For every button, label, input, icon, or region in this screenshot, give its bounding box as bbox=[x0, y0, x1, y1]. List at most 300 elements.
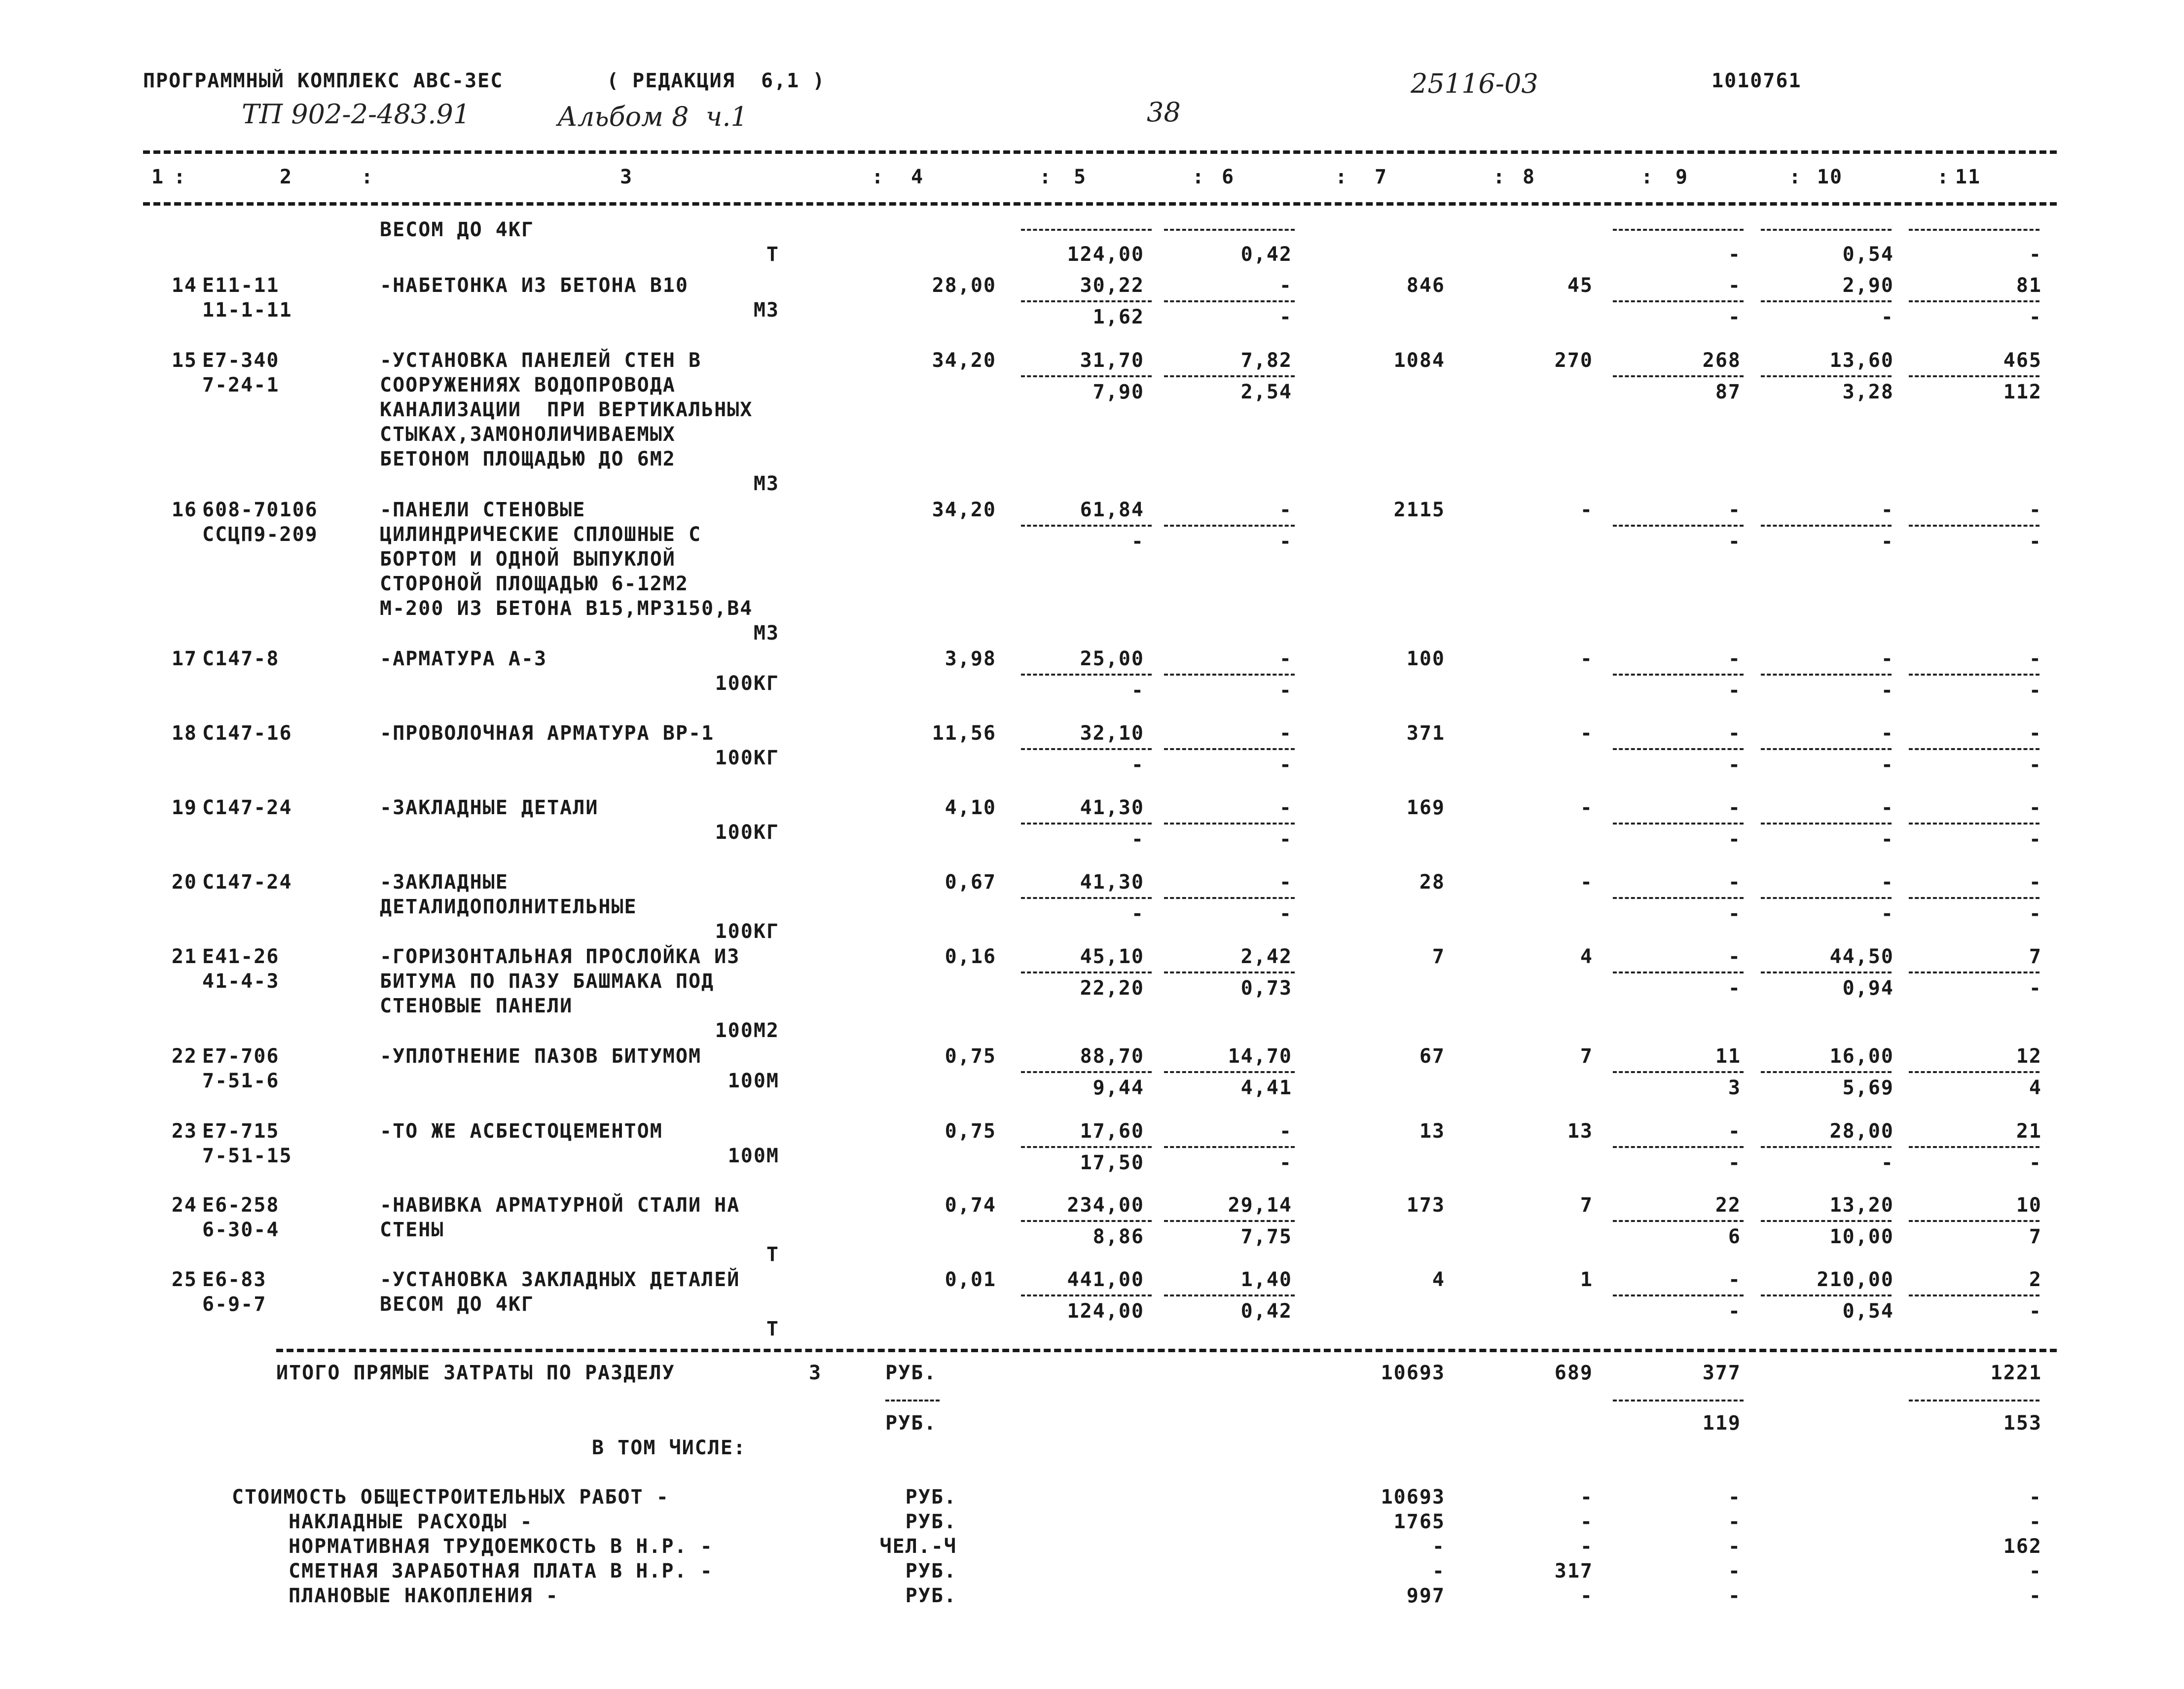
row-unit: 100КГ bbox=[715, 672, 779, 695]
row-separator bbox=[1164, 375, 1295, 377]
row-description: СООРУЖЕНИЯХ ВОДОПРОВОДА bbox=[380, 374, 676, 396]
including-item-unit: РУБ. bbox=[905, 1560, 957, 1582]
row-separator bbox=[1909, 823, 2039, 825]
row-quantity: 3,98 bbox=[945, 647, 996, 670]
row-col5: 41,30 bbox=[1080, 796, 1144, 819]
row-separator bbox=[1164, 1220, 1295, 1222]
row-col10-secondary: 5,69 bbox=[1842, 1077, 1894, 1099]
row-separator bbox=[1613, 1146, 1744, 1148]
row-separator bbox=[1613, 1071, 1744, 1073]
row-separator bbox=[1761, 823, 1892, 825]
row-col8: 45 bbox=[1567, 274, 1593, 297]
row-col10: - bbox=[1881, 871, 1894, 894]
row-description: ЦИЛИНДРИЧЕСКИЕ СПЛОШНЫЕ С bbox=[380, 523, 702, 546]
row-col11-secondary: 112 bbox=[2003, 381, 2042, 403]
totals-col7: 10693 bbox=[1381, 1362, 1445, 1384]
totals-unit: РУБ. bbox=[885, 1362, 937, 1384]
row-col9-secondary: - bbox=[1728, 977, 1741, 1000]
row-col9: - bbox=[1728, 1120, 1741, 1143]
row-separator bbox=[1021, 375, 1152, 377]
row-col9: - bbox=[1728, 796, 1741, 819]
row-col6-secondary: 0,73 bbox=[1240, 977, 1292, 1000]
handwritten-tp-number: ТП 902-2-483.91 bbox=[242, 99, 471, 130]
row-separator bbox=[1164, 674, 1295, 676]
row-code: С147-24 bbox=[202, 796, 292, 819]
row-col5-secondary: 1,62 bbox=[1092, 306, 1144, 328]
row-col11: 12 bbox=[2016, 1045, 2042, 1068]
row-separator bbox=[1021, 823, 1152, 825]
row-col10: 13,20 bbox=[1829, 1194, 1894, 1217]
row-unit: Т bbox=[766, 1318, 779, 1340]
row-col5-secondary: - bbox=[1131, 679, 1144, 702]
row-separator bbox=[1164, 748, 1295, 750]
row-col5-secondary: 17,50 bbox=[1080, 1151, 1144, 1174]
row-separator bbox=[1761, 300, 1892, 302]
row-col11: - bbox=[2029, 243, 2042, 266]
row-col9-secondary: 87 bbox=[1715, 381, 1741, 403]
row-col7: 173 bbox=[1406, 1194, 1445, 1217]
including-item-col11: - bbox=[2029, 1486, 2042, 1509]
row-col8: - bbox=[1580, 722, 1593, 745]
row-quantity: 4,10 bbox=[945, 796, 996, 819]
row-col9-secondary: 6 bbox=[1728, 1225, 1741, 1248]
row-separator bbox=[1021, 1071, 1152, 1073]
row-description: БОРТОМ И ОДНОЙ ВЫПУКЛОЙ bbox=[380, 548, 676, 571]
row-col9: 22 bbox=[1715, 1194, 1741, 1217]
row-col5: 124,00 bbox=[1067, 243, 1144, 266]
including-item-col8: - bbox=[1580, 1535, 1593, 1558]
row-number: 25 bbox=[171, 1268, 197, 1291]
row-description: -АРМАТУРА А-3 bbox=[380, 647, 547, 670]
including-item-col11: - bbox=[2029, 1510, 2042, 1533]
handwritten-doc-number: 25116-03 bbox=[1411, 68, 1538, 99]
row-col5: 441,00 bbox=[1067, 1268, 1144, 1291]
row-unit: 100М bbox=[728, 1145, 779, 1167]
row-unit: М3 bbox=[753, 622, 779, 645]
program-edition: ( РЕДАКЦИЯ 6,1 ) bbox=[607, 70, 826, 92]
row-col6: 1,40 bbox=[1240, 1268, 1292, 1291]
row-col5: 88,70 bbox=[1080, 1045, 1144, 1068]
row-description: ВЕСОМ ДО 4КГ bbox=[380, 1293, 534, 1316]
row-separator bbox=[1021, 897, 1152, 899]
row-description: ДЕТАЛИДОПОЛНИТЕЛЬНЫЕ bbox=[380, 896, 637, 918]
row-description: ВЕСОМ ДО 4КГ bbox=[380, 218, 534, 241]
row-separator bbox=[1164, 1146, 1295, 1148]
row-col6: - bbox=[1279, 722, 1292, 745]
row-col11: - bbox=[2029, 647, 2042, 670]
including-item-label: СМЕТНАЯ ЗАРАБОТНАЯ ПЛАТА В Н.Р. - bbox=[289, 1560, 713, 1582]
row-unit: Т bbox=[766, 243, 779, 266]
row-col6: 2,42 bbox=[1240, 945, 1292, 968]
row-description: -ЗАКЛАДНЫЕ bbox=[380, 871, 509, 894]
row-col8: 13 bbox=[1567, 1120, 1593, 1143]
row-code: С147-8 bbox=[202, 647, 280, 670]
row-description: -ЗАКЛАДНЫЕ ДЕТАЛИ bbox=[380, 796, 599, 819]
including-item-unit: РУБ. bbox=[905, 1486, 957, 1509]
row-col9: - bbox=[1728, 1268, 1741, 1291]
row-separator bbox=[1761, 1071, 1892, 1073]
row-quantity: 0,75 bbox=[945, 1045, 996, 1068]
row-col5-secondary: 22,20 bbox=[1080, 977, 1144, 1000]
row-separator bbox=[1613, 674, 1744, 676]
row-code: Е7-340 bbox=[202, 349, 280, 372]
row-number: 14 bbox=[171, 274, 197, 297]
row-col6-secondary: 2,54 bbox=[1240, 381, 1292, 403]
row-unit: 100КГ bbox=[715, 747, 779, 769]
including-item-col9: - bbox=[1728, 1510, 1741, 1533]
column-header-separator: : bbox=[361, 166, 374, 188]
row-col9-secondary: - bbox=[1728, 754, 1741, 776]
column-header-4: 4 bbox=[910, 166, 924, 188]
including-item-col9: - bbox=[1728, 1584, 1741, 1607]
row-separator bbox=[1164, 823, 1295, 825]
row-col9-secondary: 3 bbox=[1728, 1077, 1741, 1099]
row-col6-secondary: - bbox=[1279, 754, 1292, 776]
row-col6: 29,14 bbox=[1228, 1194, 1292, 1217]
row-separator bbox=[1021, 1220, 1152, 1222]
column-header-6: 6 bbox=[1221, 166, 1235, 188]
including-item-col8: - bbox=[1580, 1584, 1593, 1607]
row-col11: 2 bbox=[2029, 1268, 2042, 1291]
row-col10-secondary: - bbox=[1881, 530, 1894, 553]
row-quantity: 0,67 bbox=[945, 871, 996, 894]
row-quantity: 34,20 bbox=[932, 349, 996, 372]
row-col10: - bbox=[1881, 722, 1894, 745]
row-col11: 10 bbox=[2016, 1194, 2042, 1217]
totals-col8: 689 bbox=[1554, 1362, 1593, 1384]
row-quantity: 0,75 bbox=[945, 1120, 996, 1143]
row-col6: - bbox=[1279, 796, 1292, 819]
row-col7: 846 bbox=[1406, 274, 1445, 297]
row-description: СТЕНОВЫЕ ПАНЕЛИ bbox=[380, 995, 573, 1017]
row-col5-secondary: 124,00 bbox=[1067, 1300, 1144, 1323]
row-separator bbox=[1761, 1146, 1892, 1148]
including-item-col8: 317 bbox=[1554, 1560, 1593, 1582]
row-description: -УПЛОТНЕНИЕ ПАЗОВ БИТУМОМ bbox=[380, 1045, 702, 1068]
row-col5-secondary: 7,90 bbox=[1092, 381, 1144, 403]
including-item-unit: РУБ. bbox=[905, 1510, 957, 1533]
row-separator bbox=[1909, 375, 2039, 377]
row-col10: 16,00 bbox=[1829, 1045, 1894, 1068]
row-col7: 371 bbox=[1406, 722, 1445, 745]
row-col8: - bbox=[1580, 871, 1593, 894]
handwritten-album: Альбом 8 ч.1 bbox=[557, 101, 748, 132]
row-col11-secondary: - bbox=[2029, 306, 2042, 328]
row-separator bbox=[1021, 229, 1152, 231]
row-col11-secondary: - bbox=[2029, 530, 2042, 553]
including-item-col7: - bbox=[1432, 1535, 1445, 1558]
row-description: -ПРОВОЛОЧНАЯ АРМАТУРА ВР-1 bbox=[380, 722, 715, 745]
row-col9: - bbox=[1728, 945, 1741, 968]
row-separator bbox=[1761, 971, 1892, 973]
totals-col9-b: 119 bbox=[1702, 1412, 1741, 1435]
row-description: М-200 ИЗ БЕТОНА В15,МР3150,В4 bbox=[380, 597, 753, 620]
row-col6: - bbox=[1279, 1120, 1292, 1143]
row-description: -УСТАНОВКА ПАНЕЛЕЙ СТЕН В bbox=[380, 349, 702, 372]
row-col9: - bbox=[1728, 499, 1741, 521]
row-col11: - bbox=[2029, 796, 2042, 819]
row-col7: 1084 bbox=[1393, 349, 1445, 372]
row-col7: 2115 bbox=[1393, 499, 1445, 521]
row-col5: 41,30 bbox=[1080, 871, 1144, 894]
totals-col9: 377 bbox=[1702, 1362, 1741, 1384]
including-item-unit: РУБ. bbox=[905, 1584, 957, 1607]
including-item-col11: - bbox=[2029, 1584, 2042, 1607]
row-separator bbox=[1021, 674, 1152, 676]
row-col10: 28,00 bbox=[1829, 1120, 1894, 1143]
including-item-col7: - bbox=[1432, 1560, 1445, 1582]
column-header-separator: : bbox=[1039, 166, 1053, 188]
row-number: 21 bbox=[171, 945, 197, 968]
row-col10: - bbox=[1881, 647, 1894, 670]
row-col10-secondary: - bbox=[1881, 679, 1894, 702]
row-col10-secondary: - bbox=[1881, 828, 1894, 851]
row-col11: 81 bbox=[2016, 274, 2042, 297]
row-separator bbox=[1613, 1294, 1744, 1296]
row-quantity: 28,00 bbox=[932, 274, 996, 297]
totals-col9-rule bbox=[1613, 1400, 1744, 1402]
row-col9: - bbox=[1728, 243, 1741, 266]
row-col11-secondary: - bbox=[2029, 754, 2042, 776]
rule-header-bottom bbox=[143, 202, 2057, 206]
row-col11-secondary: 4 bbox=[2029, 1077, 2042, 1099]
row-col11: - bbox=[2029, 499, 2042, 521]
row-separator bbox=[1021, 300, 1152, 302]
row-number: 18 bbox=[171, 722, 197, 745]
row-col6: 7,82 bbox=[1240, 349, 1292, 372]
row-col9: - bbox=[1728, 647, 1741, 670]
row-separator bbox=[1761, 748, 1892, 750]
row-number: 19 bbox=[171, 796, 197, 819]
including-item-col8: - bbox=[1580, 1486, 1593, 1509]
row-code: Е7-715 bbox=[202, 1120, 280, 1143]
row-col10-secondary: - bbox=[1881, 306, 1894, 328]
row-unit: М3 bbox=[753, 472, 779, 495]
row-separator bbox=[1909, 748, 2039, 750]
row-col10-secondary: - bbox=[1881, 754, 1894, 776]
column-header-3: 3 bbox=[619, 166, 633, 188]
row-unit: Т bbox=[766, 1243, 779, 1266]
row-code-secondary: 11-1-11 bbox=[202, 299, 292, 322]
row-col10: 0,54 bbox=[1842, 243, 1894, 266]
row-separator bbox=[1909, 525, 2039, 527]
row-col9: - bbox=[1728, 274, 1741, 297]
row-separator bbox=[1761, 674, 1892, 676]
row-description: -УСТАНОВКА ЗАКЛАДНЫХ ДЕТАЛЕЙ bbox=[380, 1268, 740, 1291]
row-code: С147-16 bbox=[202, 722, 292, 745]
row-col6-secondary: - bbox=[1279, 902, 1292, 925]
row-separator bbox=[1164, 229, 1295, 231]
row-col5-secondary: 9,44 bbox=[1092, 1077, 1144, 1099]
row-col5: 31,70 bbox=[1080, 349, 1144, 372]
row-separator bbox=[1761, 375, 1892, 377]
row-col7: 7 bbox=[1432, 945, 1445, 968]
row-unit: 100КГ bbox=[715, 821, 779, 844]
column-header-11: 11 bbox=[1955, 166, 1981, 188]
including-item-col11: 162 bbox=[2003, 1535, 2042, 1558]
column-header-separator: : bbox=[871, 166, 885, 188]
row-col8: - bbox=[1580, 647, 1593, 670]
column-header-separator: : bbox=[173, 166, 187, 188]
row-col9: - bbox=[1728, 871, 1741, 894]
row-code: Е11-11 bbox=[202, 274, 280, 297]
row-col8: 7 bbox=[1580, 1045, 1593, 1068]
column-header-separator: : bbox=[1640, 166, 1654, 188]
row-separator bbox=[1761, 1220, 1892, 1222]
row-separator bbox=[1021, 1294, 1152, 1296]
row-col7: 100 bbox=[1406, 647, 1445, 670]
row-col11: 7 bbox=[2029, 945, 2042, 968]
totals-label: ИТОГО ПРЯМЫЕ ЗАТРАТЫ ПО РАЗДЕЛУ bbox=[276, 1362, 675, 1384]
row-separator bbox=[1021, 525, 1152, 527]
row-col5: 234,00 bbox=[1067, 1194, 1144, 1217]
row-col7: 13 bbox=[1419, 1120, 1445, 1143]
row-description: -НАВИВКА АРМАТУРНОЙ СТАЛИ НА bbox=[380, 1194, 740, 1217]
row-separator bbox=[1909, 1220, 2039, 1222]
row-col5: 30,22 bbox=[1080, 274, 1144, 297]
including-item-col7: 10693 bbox=[1381, 1486, 1445, 1509]
row-separator bbox=[1613, 375, 1744, 377]
row-separator bbox=[1761, 897, 1892, 899]
including-item-label: ПЛАНОВЫЕ НАКОПЛЕНИЯ - bbox=[289, 1584, 559, 1607]
row-number: 17 bbox=[171, 647, 197, 670]
row-col10-secondary: - bbox=[1881, 902, 1894, 925]
row-code: С147-24 bbox=[202, 871, 292, 894]
row-separator bbox=[1909, 300, 2039, 302]
row-quantity: 0,01 bbox=[945, 1268, 996, 1291]
row-quantity: 34,20 bbox=[932, 499, 996, 521]
row-quantity: 0,74 bbox=[945, 1194, 996, 1217]
row-separator bbox=[1613, 897, 1744, 899]
row-separator bbox=[1164, 971, 1295, 973]
row-quantity: 11,56 bbox=[932, 722, 996, 745]
including-item-label: СТОИМОСТЬ ОБЩЕСТРОИТЕЛЬНЫХ РАБОТ - bbox=[232, 1486, 669, 1509]
including-item-col8: - bbox=[1580, 1510, 1593, 1533]
row-description: БИТУМА ПО ПАЗУ БАШМАКА ПОД bbox=[380, 970, 715, 993]
row-separator bbox=[1164, 300, 1295, 302]
totals-unit-rule bbox=[885, 1400, 940, 1402]
row-separator bbox=[1613, 1220, 1744, 1222]
row-col10: - bbox=[1881, 796, 1894, 819]
row-col10-secondary: 0,94 bbox=[1842, 977, 1894, 1000]
row-separator bbox=[1761, 1294, 1892, 1296]
row-description: БЕТОНОМ ПЛОЩАДЬЮ ДО 6М2 bbox=[380, 448, 676, 470]
row-col9: 268 bbox=[1702, 349, 1741, 372]
row-code-secondary: 6-30-4 bbox=[202, 1219, 280, 1241]
row-col6-secondary: 7,75 bbox=[1240, 1225, 1292, 1248]
row-col8: 1 bbox=[1580, 1268, 1593, 1291]
row-code-secondary: 7-51-15 bbox=[202, 1145, 292, 1167]
including-item-label: НАКЛАДНЫЕ РАСХОДЫ - bbox=[289, 1510, 533, 1533]
row-col5-secondary: - bbox=[1131, 754, 1144, 776]
row-col9-secondary: - bbox=[1728, 306, 1741, 328]
column-header-separator: : bbox=[1788, 166, 1802, 188]
row-col9-secondary: - bbox=[1728, 1300, 1741, 1323]
row-unit: 100М bbox=[728, 1070, 779, 1092]
row-col9-secondary: - bbox=[1728, 530, 1741, 553]
including-item-col9: - bbox=[1728, 1560, 1741, 1582]
row-description: -ГОРИЗОНТАЛЬНАЯ ПРОСЛОЙКА ИЗ bbox=[380, 945, 740, 968]
column-header-separator: : bbox=[1192, 166, 1205, 188]
row-code-secondary: ССЦП9-209 bbox=[202, 523, 318, 546]
row-separator bbox=[1909, 229, 2039, 231]
row-separator bbox=[1021, 971, 1152, 973]
row-col10-secondary: 3,28 bbox=[1842, 381, 1894, 403]
row-code: Е6-83 bbox=[202, 1268, 267, 1291]
row-description: -НАБЕТОНКА ИЗ БЕТОНА В10 bbox=[380, 274, 689, 297]
including-item-col7: 1765 bbox=[1393, 1510, 1445, 1533]
row-col11: 465 bbox=[2003, 349, 2042, 372]
column-header-10: 10 bbox=[1817, 166, 1843, 188]
row-col11: 21 bbox=[2016, 1120, 2042, 1143]
row-col11-secondary: - bbox=[2029, 1151, 2042, 1174]
row-col10-secondary: 0,54 bbox=[1842, 1300, 1894, 1323]
program-title: ПРОГРАММНЫЙ КОМПЛЕКС АВС-3ЕС bbox=[143, 70, 504, 92]
row-col9-secondary: - bbox=[1728, 679, 1741, 702]
row-col10-secondary: - bbox=[1881, 1151, 1894, 1174]
row-unit: 100КГ bbox=[715, 920, 779, 943]
row-separator bbox=[1613, 525, 1744, 527]
row-col10: 2,90 bbox=[1842, 274, 1894, 297]
row-col5: 17,60 bbox=[1080, 1120, 1144, 1143]
column-header-separator: : bbox=[1936, 166, 1950, 188]
row-code-secondary: 41-4-3 bbox=[202, 970, 280, 993]
column-header-7: 7 bbox=[1374, 166, 1388, 188]
row-separator bbox=[1909, 971, 2039, 973]
row-col8: 7 bbox=[1580, 1194, 1593, 1217]
row-col11-secondary: 7 bbox=[2029, 1225, 2042, 1248]
row-col5-secondary: - bbox=[1131, 902, 1144, 925]
column-header-separator: : bbox=[1492, 166, 1506, 188]
row-quantity: 0,16 bbox=[945, 945, 996, 968]
row-col8: 4 bbox=[1580, 945, 1593, 968]
row-separator bbox=[1613, 300, 1744, 302]
row-col6-secondary: - bbox=[1279, 530, 1292, 553]
row-number: 16 bbox=[171, 499, 197, 521]
column-header-2: 2 bbox=[279, 166, 293, 188]
row-number: 23 bbox=[171, 1120, 197, 1143]
row-col9-secondary: - bbox=[1728, 902, 1741, 925]
row-code: Е7-706 bbox=[202, 1045, 280, 1068]
row-col11-secondary: - bbox=[2029, 977, 2042, 1000]
row-separator bbox=[1613, 971, 1744, 973]
row-description: СТОРОНОЙ ПЛОЩАДЬЮ 6-12М2 bbox=[380, 573, 689, 595]
row-unit: 100М2 bbox=[715, 1019, 779, 1042]
row-col5: 45,10 bbox=[1080, 945, 1144, 968]
row-col5: 25,00 bbox=[1080, 647, 1144, 670]
row-description: КАНАЛИЗАЦИИ ПРИ ВЕРТИКАЛЬНЫХ bbox=[380, 398, 753, 421]
row-number: 24 bbox=[171, 1194, 197, 1217]
totals-col11-rule bbox=[1909, 1400, 2039, 1402]
row-separator bbox=[1021, 748, 1152, 750]
row-separator bbox=[1164, 1071, 1295, 1073]
row-col8: - bbox=[1580, 796, 1593, 819]
including-item-col11: - bbox=[2029, 1560, 2042, 1582]
row-separator bbox=[1613, 823, 1744, 825]
row-col11: - bbox=[2029, 871, 2042, 894]
row-col7: 4 bbox=[1432, 1268, 1445, 1291]
row-code: 608-70106 bbox=[202, 499, 318, 521]
row-col7: 28 bbox=[1419, 871, 1445, 894]
row-col6: - bbox=[1279, 871, 1292, 894]
column-header-9: 9 bbox=[1675, 166, 1689, 188]
row-col11: - bbox=[2029, 722, 2042, 745]
totals-col11-b: 153 bbox=[2003, 1412, 2042, 1435]
row-col10-secondary: 10,00 bbox=[1829, 1225, 1894, 1248]
column-header-1: 1 bbox=[151, 166, 165, 188]
rule-table-end bbox=[276, 1349, 2057, 1352]
row-col10: 44,50 bbox=[1829, 945, 1894, 968]
